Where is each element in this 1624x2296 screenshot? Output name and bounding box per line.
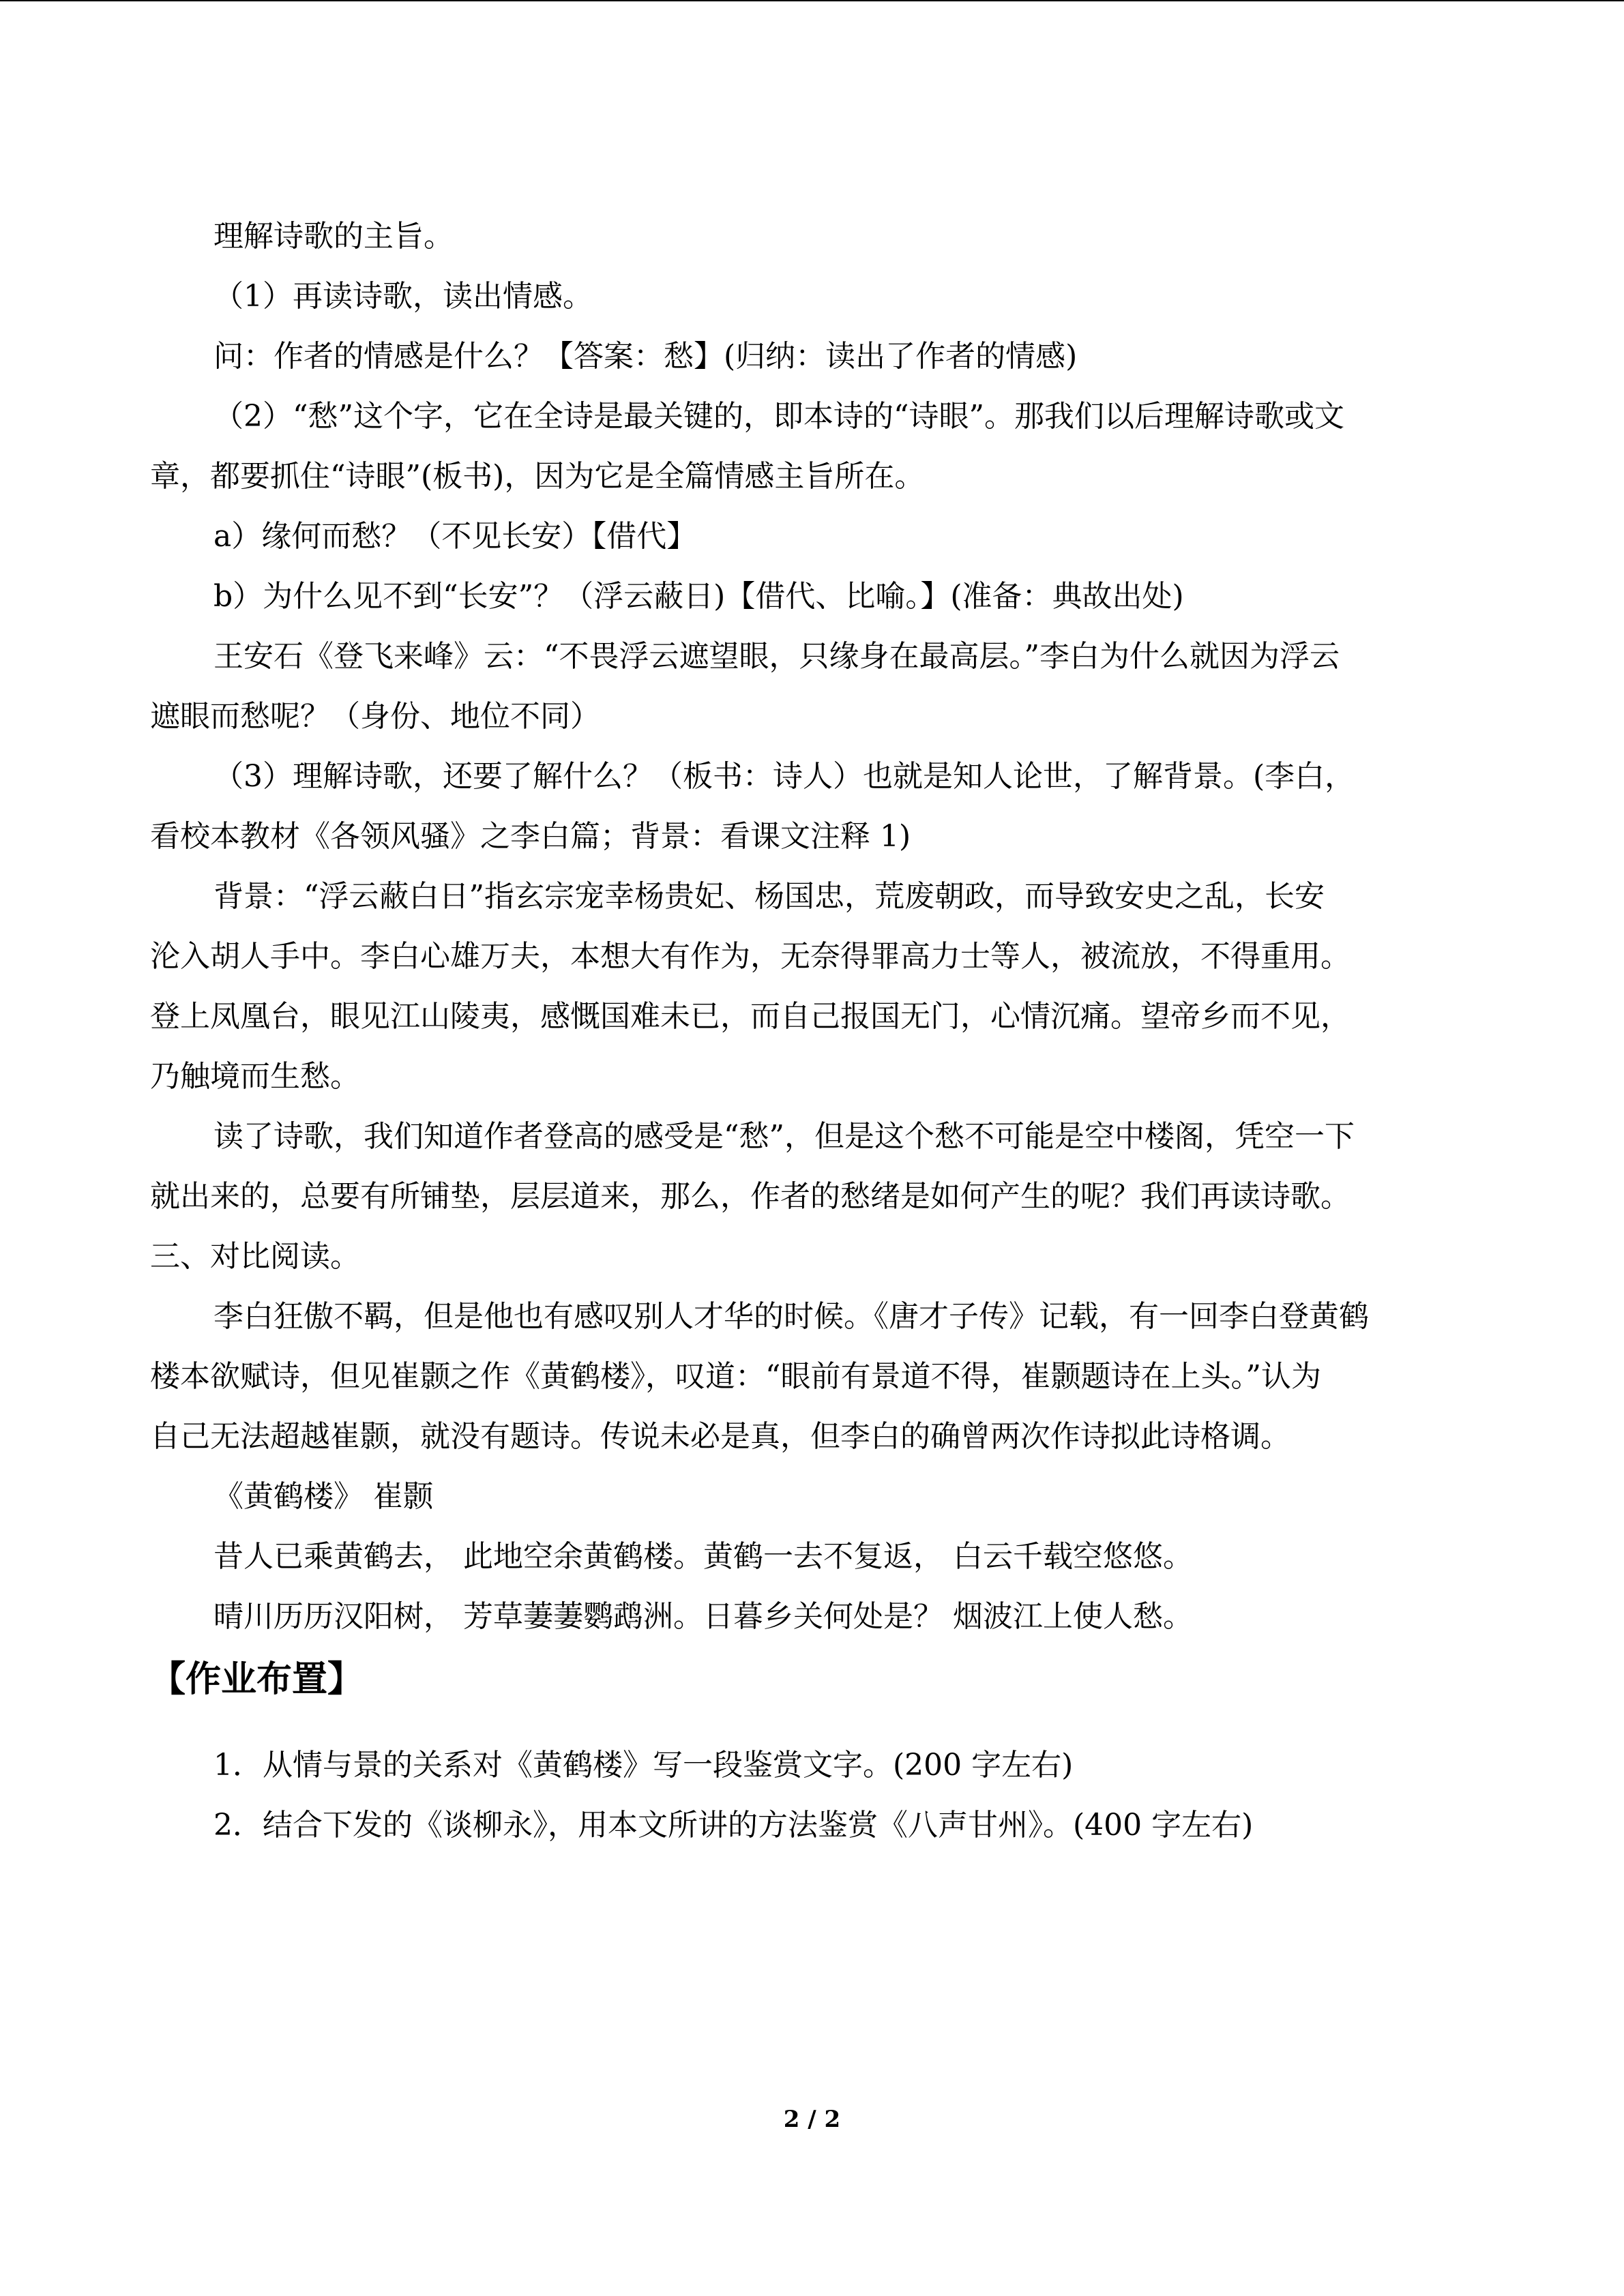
- paragraph-line: 读了诗歌，我们知道作者登高的感受是“愁”，但是这个愁不可能是空中楼阁，凭空一下: [213, 1119, 1355, 1154]
- homework-item: 2．结合下发的《谈柳永》，用本文所讲的方法鉴赏《八声甘州》。(400 字左右): [213, 1808, 1254, 1843]
- paragraph-line: （2）“愁”这个字，它在全诗是最关键的，即本诗的“诗眼”。那我们以后理解诗歌或文: [213, 399, 1344, 434]
- paragraph-line: 楼本欲赋诗，但见崔颢之作《黄鹤楼》，叹道：“眼前有景道不得，崔颢题诗在上头。”认为: [150, 1359, 1321, 1394]
- paragraph-line: 背景：“浮云蔽白日”指玄宗宠幸杨贵妃、杨国忠，荒废朝政，而导致安史之乱，长安: [213, 879, 1325, 914]
- paragraph-line: （3）理解诗歌，还要了解什么？（板书：诗人）也就是知人论世，了解背景。(李白，: [213, 759, 1355, 794]
- paragraph-line: 王安石《登飞来峰》云：“不畏浮云遮望眼，只缘身在最高层。”李白为什么就因为浮云: [213, 639, 1340, 674]
- paragraph-line: a）缘何而愁？（不见长安）【借代】: [213, 519, 697, 554]
- paragraph-line: b）为什么见不到“长安”？（浮云蔽日)【借代、比喻。】(准备：典故出处): [213, 579, 1184, 614]
- page-number: 2 / 2: [783, 2106, 841, 2133]
- poem-line: 昔人已乘黄鹤去， 此地空余黄鹤楼。黄鹤一去不复返， 白云千载空悠悠。: [213, 1539, 1193, 1574]
- poem-line: 晴川历历汉阳树， 芳草萋萋鹦鹉洲。日暮乡关何处是？ 烟波江上使人愁。: [213, 1599, 1193, 1634]
- paragraph-line: 登上凤凰台，眼见江山陵夷，感慨国难未已，而自己报国无门，心情沉痛。望帝乡而不见，: [150, 999, 1350, 1034]
- paragraph-line: 就出来的，总要有所铺垫，层层道来，那么，作者的愁绪是如何产生的呢？我们再读诗歌。: [150, 1179, 1350, 1214]
- paragraph-line: 章，都要抓住“诗眼”(板书)，因为它是全篇情感主旨所在。: [150, 459, 925, 494]
- top-border: [0, 0, 1624, 1]
- paragraph-line: 沦入胡人手中。李白心雄万夫，本想大有作为，无奈得罪高力士等人，被流放，不得重用。: [150, 939, 1350, 974]
- section-title: 三、对比阅读。: [150, 1239, 360, 1274]
- paragraph-line: 看校本教材《各领风骚》之李白篇；背景：看课文注释 1): [150, 819, 911, 854]
- homework-item: 1．从情与景的关系对《黄鹤楼》写一段鉴赏文字。(200 字左右): [213, 1748, 1074, 1783]
- paragraph-line: 理解诗歌的主旨。: [213, 219, 454, 254]
- paragraph-line: 李白狂傲不羁，但是他也有感叹别人才华的时候。《唐才子传》记载，有一回李白登黄鹤: [213, 1299, 1369, 1334]
- paragraph-line: 自己无法超越崔颢，就没有题诗。传说未必是真，但李白的确曾两次作诗拟此诗格调。: [150, 1419, 1290, 1454]
- paragraph-line: 乃触境而生愁。: [150, 1059, 360, 1094]
- homework-heading: 【作业布置】: [150, 1659, 364, 1700]
- paragraph-line: 遮眼而愁呢？（身份、地位不同）: [150, 699, 600, 734]
- poem-title: 《黄鹤楼》 崔颢: [213, 1479, 433, 1514]
- paragraph-line: （1）再读诗歌，读出情感。: [213, 279, 593, 314]
- paragraph-line: 问：作者的情感是什么？【答案：愁】(归纳：读出了作者的情感): [213, 339, 1078, 374]
